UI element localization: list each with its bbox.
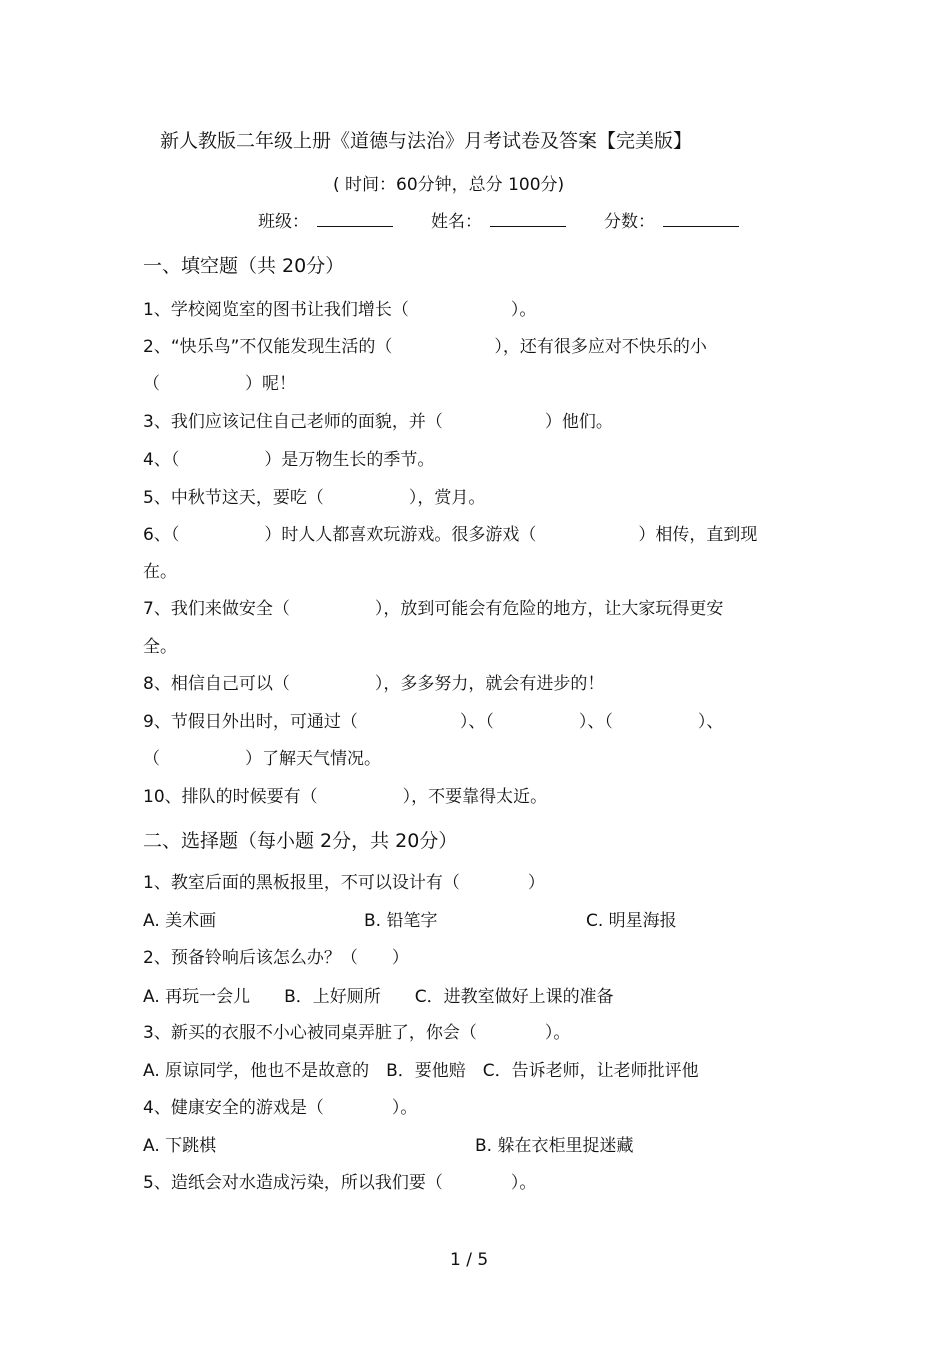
choice-q2: 2、预备铃响后该怎么办？（ ）: [143, 948, 409, 968]
choice-q3-options: A. 原谅同学，他也不是故意的 B．要他赔 C．告诉老师，让老师批评他: [143, 1061, 699, 1081]
fill-line-9: 7、我们来做安全（ ），放到可能会有危险的地方，让大家玩得更安: [143, 599, 724, 619]
fill-line-11: 8、相信自己可以（ ），多多努力，就会有进步的！: [143, 674, 605, 694]
exam-info: ( 时间：60分钟，总分 100分): [333, 175, 565, 195]
name-field: [431, 212, 566, 232]
choice-q1-option-b: B. 铅笔字: [364, 911, 438, 931]
class-blank: [317, 212, 393, 227]
page-title: 新人教版二年级上册《道德与法治》月考试卷及答案【完美版】: [160, 130, 693, 152]
score-field: [604, 212, 739, 232]
score-blank: [663, 212, 739, 227]
choice-q4-option-a: A. 下跳棋: [143, 1136, 217, 1156]
choice-q1: 1、教室后面的黑板报里，不可以设计有（ ）: [143, 873, 545, 893]
section2-heading: 二、选择题（每小题 2分，共 20分）: [143, 830, 458, 852]
choice-q1-option-a: A. 美术画: [143, 911, 217, 931]
fill-line-14: 10、排队的时候要有（ ），不要靠得太近。: [143, 787, 548, 807]
choice-q1-option-c: C. 明星海报: [586, 911, 677, 931]
score-label: 分数：: [604, 212, 655, 232]
fill-line-6: 5、中秋节这天，要吃（ ），赏月。: [143, 488, 486, 508]
fill-line-2: 2、“快乐鸟”不仅能发现生活的（ ），还有很多应对不快乐的小: [143, 337, 707, 357]
class-label: 班级：: [258, 212, 309, 232]
section1-heading: 一、填空题（共 20分）: [143, 255, 345, 277]
fill-line-13: （ ）了解天气情况。: [143, 749, 381, 769]
choice-q3: 3、新买的衣服不小心被同桌弄脏了，你会（ ）。: [143, 1023, 571, 1043]
fill-line-12: 9、节假日外出时，可通过（ ）、（ ）、（ ）、: [143, 712, 724, 732]
choice-q5: 5、造纸会对水造成污染，所以我们要（ ）。: [143, 1173, 537, 1193]
fill-line-10: 全。: [143, 637, 177, 657]
fill-line-5: 4、（ ）是万物生长的季节。: [143, 450, 435, 470]
class-field: [258, 212, 393, 232]
page-number: 1 / 5: [450, 1250, 489, 1270]
choice-q4: 4、健康安全的游戏是（ ）。: [143, 1098, 418, 1118]
choice-q2-options: A. 再玩一会儿 B．上好厕所 C．进教室做好上课的准备: [143, 987, 614, 1007]
name-label: 姓名：: [431, 212, 482, 232]
fill-line-1: 1、学校阅览室的图书让我们增长（ ）。: [143, 300, 537, 320]
fill-line-3: （ ）呢！: [143, 374, 296, 394]
name-blank: [490, 212, 566, 227]
fill-line-4: 3、我们应该记住自己老师的面貌，并（ ）他们。: [143, 412, 613, 432]
choice-q4-option-b: B. 躲在衣柜里捉迷藏: [475, 1136, 634, 1156]
fill-line-8: 在。: [143, 562, 177, 582]
fill-line-7: 6、（ ）时人人都喜欢玩游戏。很多游戏（ ）相传，直到现: [143, 525, 758, 545]
